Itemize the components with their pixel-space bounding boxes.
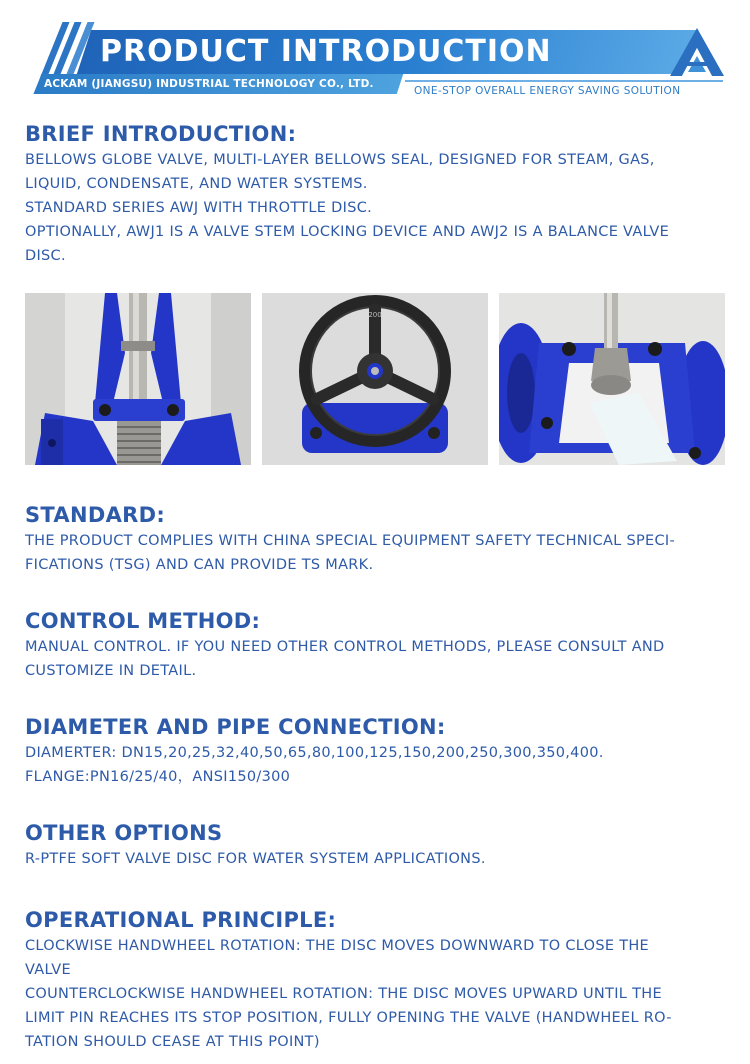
section-text-line: OPTIONALLY, AWJ1 IS A VALVE STEM LOCKING DEVICE AND AWJ2 IS A BALANCE VALVE xyxy=(25,224,670,240)
ackam-a-logo-icon xyxy=(668,26,726,78)
section-text-line: MANUAL CONTROL. IF YOU NEED OTHER CONTROL METHODS, PLEASE CONSULT AND xyxy=(25,639,665,655)
section-text-line: LIMIT PIN REACHES ITS STOP POSITION, FULLY OPENING THE VALVE (HANDWHEEL RO- xyxy=(25,1010,672,1026)
section-heading: BRIEF INTRODUCTION: xyxy=(25,122,297,146)
header-banner xyxy=(0,0,750,110)
section-heading: CONTROL METHOD: xyxy=(25,609,261,633)
section-control-method xyxy=(25,607,725,683)
page-title: PRODUCT INTRODUCTION xyxy=(100,34,552,69)
section-text-line: TATION SHOULD CEASE AT THIS POINT) xyxy=(25,1034,320,1050)
section-text-line: FICATIONS (TSG) AND CAN PROVIDE TS MARK. xyxy=(25,557,374,573)
section-text-line: CLOCKWISE HANDWHEEL ROTATION: THE DISC MOVES DOWNWARD TO CLOSE THE xyxy=(25,938,650,954)
slogan-divider xyxy=(405,80,723,82)
handwheel-size-label: 200 xyxy=(368,311,382,319)
section-brief-introduction xyxy=(25,120,725,268)
slogan: ONE-STOP OVERALL ENERGY SAVING SOLUTION xyxy=(414,85,681,97)
valve-body-photo-icon xyxy=(25,293,251,465)
section-standard xyxy=(25,501,725,577)
section-heading: OTHER OPTIONS xyxy=(25,821,223,845)
section-text-line: DISC. xyxy=(25,248,66,264)
section-text-line: FLANGE:PN16/25/40，ANSI150/300 xyxy=(25,769,291,785)
section-heading: OPERATIONAL PRINCIPLE: xyxy=(25,908,337,932)
company-name: ACKAM (JIANGSU) INDUSTRIAL TECHNOLOGY CO., LTD. xyxy=(44,78,374,90)
section-text-line: VALVE xyxy=(25,962,71,978)
section-text-line: STANDARD SERIES AWJ WITH THROTTLE DISC. xyxy=(25,200,373,216)
section-text-line: COUNTERCLOCKWISE HANDWHEEL ROTATION: THE DISC MOVES UPWARD UNTIL THE xyxy=(25,986,662,1002)
section-text-line: R-PTFE SOFT VALVE DISC FOR WATER SYSTEM APPLICATIONS. xyxy=(25,851,486,867)
product-photo-row xyxy=(25,293,725,465)
section-diameter-pipe-connection xyxy=(25,713,725,789)
section-text-line: LIQUID, CONDENSATE, AND WATER SYSTEMS. xyxy=(25,176,368,192)
valve-cutaway-photo-icon xyxy=(499,293,725,465)
section-other-options xyxy=(25,819,725,871)
section-heading: DIAMETER AND PIPE CONNECTION: xyxy=(25,715,446,739)
section-operational-principle xyxy=(25,906,725,1054)
section-text-line: DIAMERTER: DN15,20,25,32,40,50,65,80,100,125,150,200,250,300,350,400. xyxy=(25,745,604,761)
section-text-line: CUSTOMIZE IN DETAIL. xyxy=(25,663,197,679)
section-text-line: BELLOWS GLOBE VALVE, MULTI-LAYER BELLOWS SEAL, DESIGNED FOR STEAM, GAS, xyxy=(25,152,655,168)
handwheel-photo-icon xyxy=(262,293,488,465)
section-heading: STANDARD: xyxy=(25,503,166,527)
section-text-line: THE PRODUCT COMPLIES WITH CHINA SPECIAL EQUIPMENT SAFETY TECHNICAL SPECI- xyxy=(25,533,675,549)
